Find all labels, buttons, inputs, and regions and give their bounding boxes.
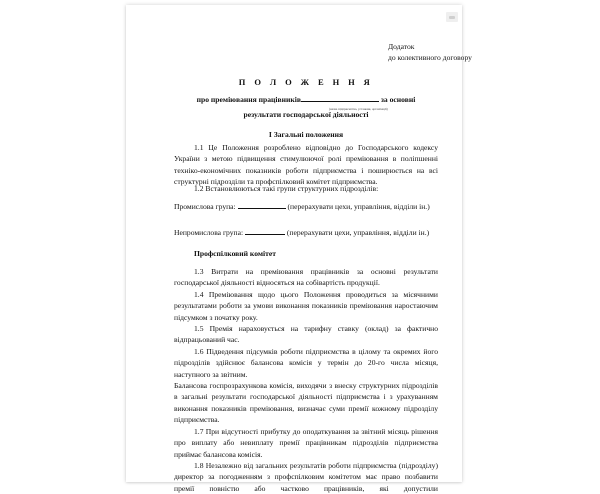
group-industrial-note: (перерахувати цехи, управління, відділи ін.) xyxy=(285,202,430,211)
group-nonindustrial-label: Непромислова група: xyxy=(174,228,245,237)
company-name-blank xyxy=(301,94,379,102)
paragraph-1-2 xyxy=(174,183,438,194)
document-title: П О Л О Ж Е Н Н Я xyxy=(238,77,374,87)
appendix-line-2: до колективного договору xyxy=(388,53,472,62)
appendix-note xyxy=(388,41,472,63)
trade-union-heading: Профспілковий комітет xyxy=(194,249,276,258)
appendix-line-1: Додаток xyxy=(388,42,415,51)
group-nonindustrial xyxy=(174,227,438,238)
paragraph-1-7-text: 1.7 При відсутності прибутку до оподаткування за звітний місяць рішення про виплату або невиплату премії працівникам підрозділів підприємства приймає балансова комісія. xyxy=(174,426,438,459)
group-industrial xyxy=(174,201,438,212)
document-subtitle-line-2: результати господарської діяльності xyxy=(243,110,369,119)
group-nonindustrial-text xyxy=(174,227,438,238)
subtitle-part-1: про преміювання працівників xyxy=(196,95,301,104)
paragraph-1-4-text: 1.4 Преміювання щодо цього Положення проводиться за місячними результатами роботи за умови виконання показників преміювання наростаючим підсумком з початку року. xyxy=(174,289,438,322)
group-nonindustrial-note: (перерахувати цехи, управління, відділи ін.) xyxy=(285,228,430,237)
document-subtitle-line-1 xyxy=(174,94,438,105)
paragraph-1-3-text: 1.3 Витрати на преміювання працівників за основні результати господарської діяльності відносяться на собівартість продукції. xyxy=(174,267,438,288)
paragraph-1-5-text: 1.5 Премія нараховується на тарифну ставку (оклад) за фактично відпрацьований час. xyxy=(174,324,438,345)
section-1-heading: І Загальні положення xyxy=(268,130,344,139)
paragraph-1-8-text: 1.8 Незалежно від загальних результатів роботи підприємства (підрозділу) директор за погодженням з профспілковим комітетом має право позбавити премії повністю або частково працівників, які допустили xyxy=(174,460,438,493)
company-name-hint: (назва підприємства, установи, організації) xyxy=(329,107,388,111)
group-industrial-label: Промислова група: xyxy=(174,202,238,211)
document-page xyxy=(126,5,472,493)
paragraph-1-1 xyxy=(174,142,438,188)
group-industrial-blank xyxy=(238,201,286,209)
paragraph-1-6-text: 1.6 Підведення підсумків роботи підприємства в цілому та окремих його підрозділів здійснює балансова комісія у термін до 20-го числа місяця, наступного за звітним. xyxy=(174,346,438,379)
paragraph-1-1-text: 1.1 Це Положення розроблено відповідно до Господарського кодексу України з метою підвищення стимулюючої ролі преміювання в поліпшенні техніко-економічних показників роботи підприємства і поширюється на всі структурні підрозділи та профспілковий комітет підприємства. xyxy=(174,143,438,187)
paragraph-1-2-text: 1.2 Встановлюються такі групи структурних підрозділів: xyxy=(194,184,379,193)
paragraph-1-6b-text: Балансова госпрозрахункова комісія, виходячи з внеску структурних підрозділів в загальні результати господарської діяльності підприємства і з урахуванням виконання показників преміювання, визначає суми премії кожному підрозділу підприємства. xyxy=(174,381,438,425)
subtitle-part-2: за основні xyxy=(378,95,416,104)
group-industrial-text xyxy=(174,201,438,212)
group-nonindustrial-blank xyxy=(245,227,285,235)
paragraph-1-3 xyxy=(174,266,438,494)
page-menu-icon[interactable] xyxy=(446,12,458,22)
